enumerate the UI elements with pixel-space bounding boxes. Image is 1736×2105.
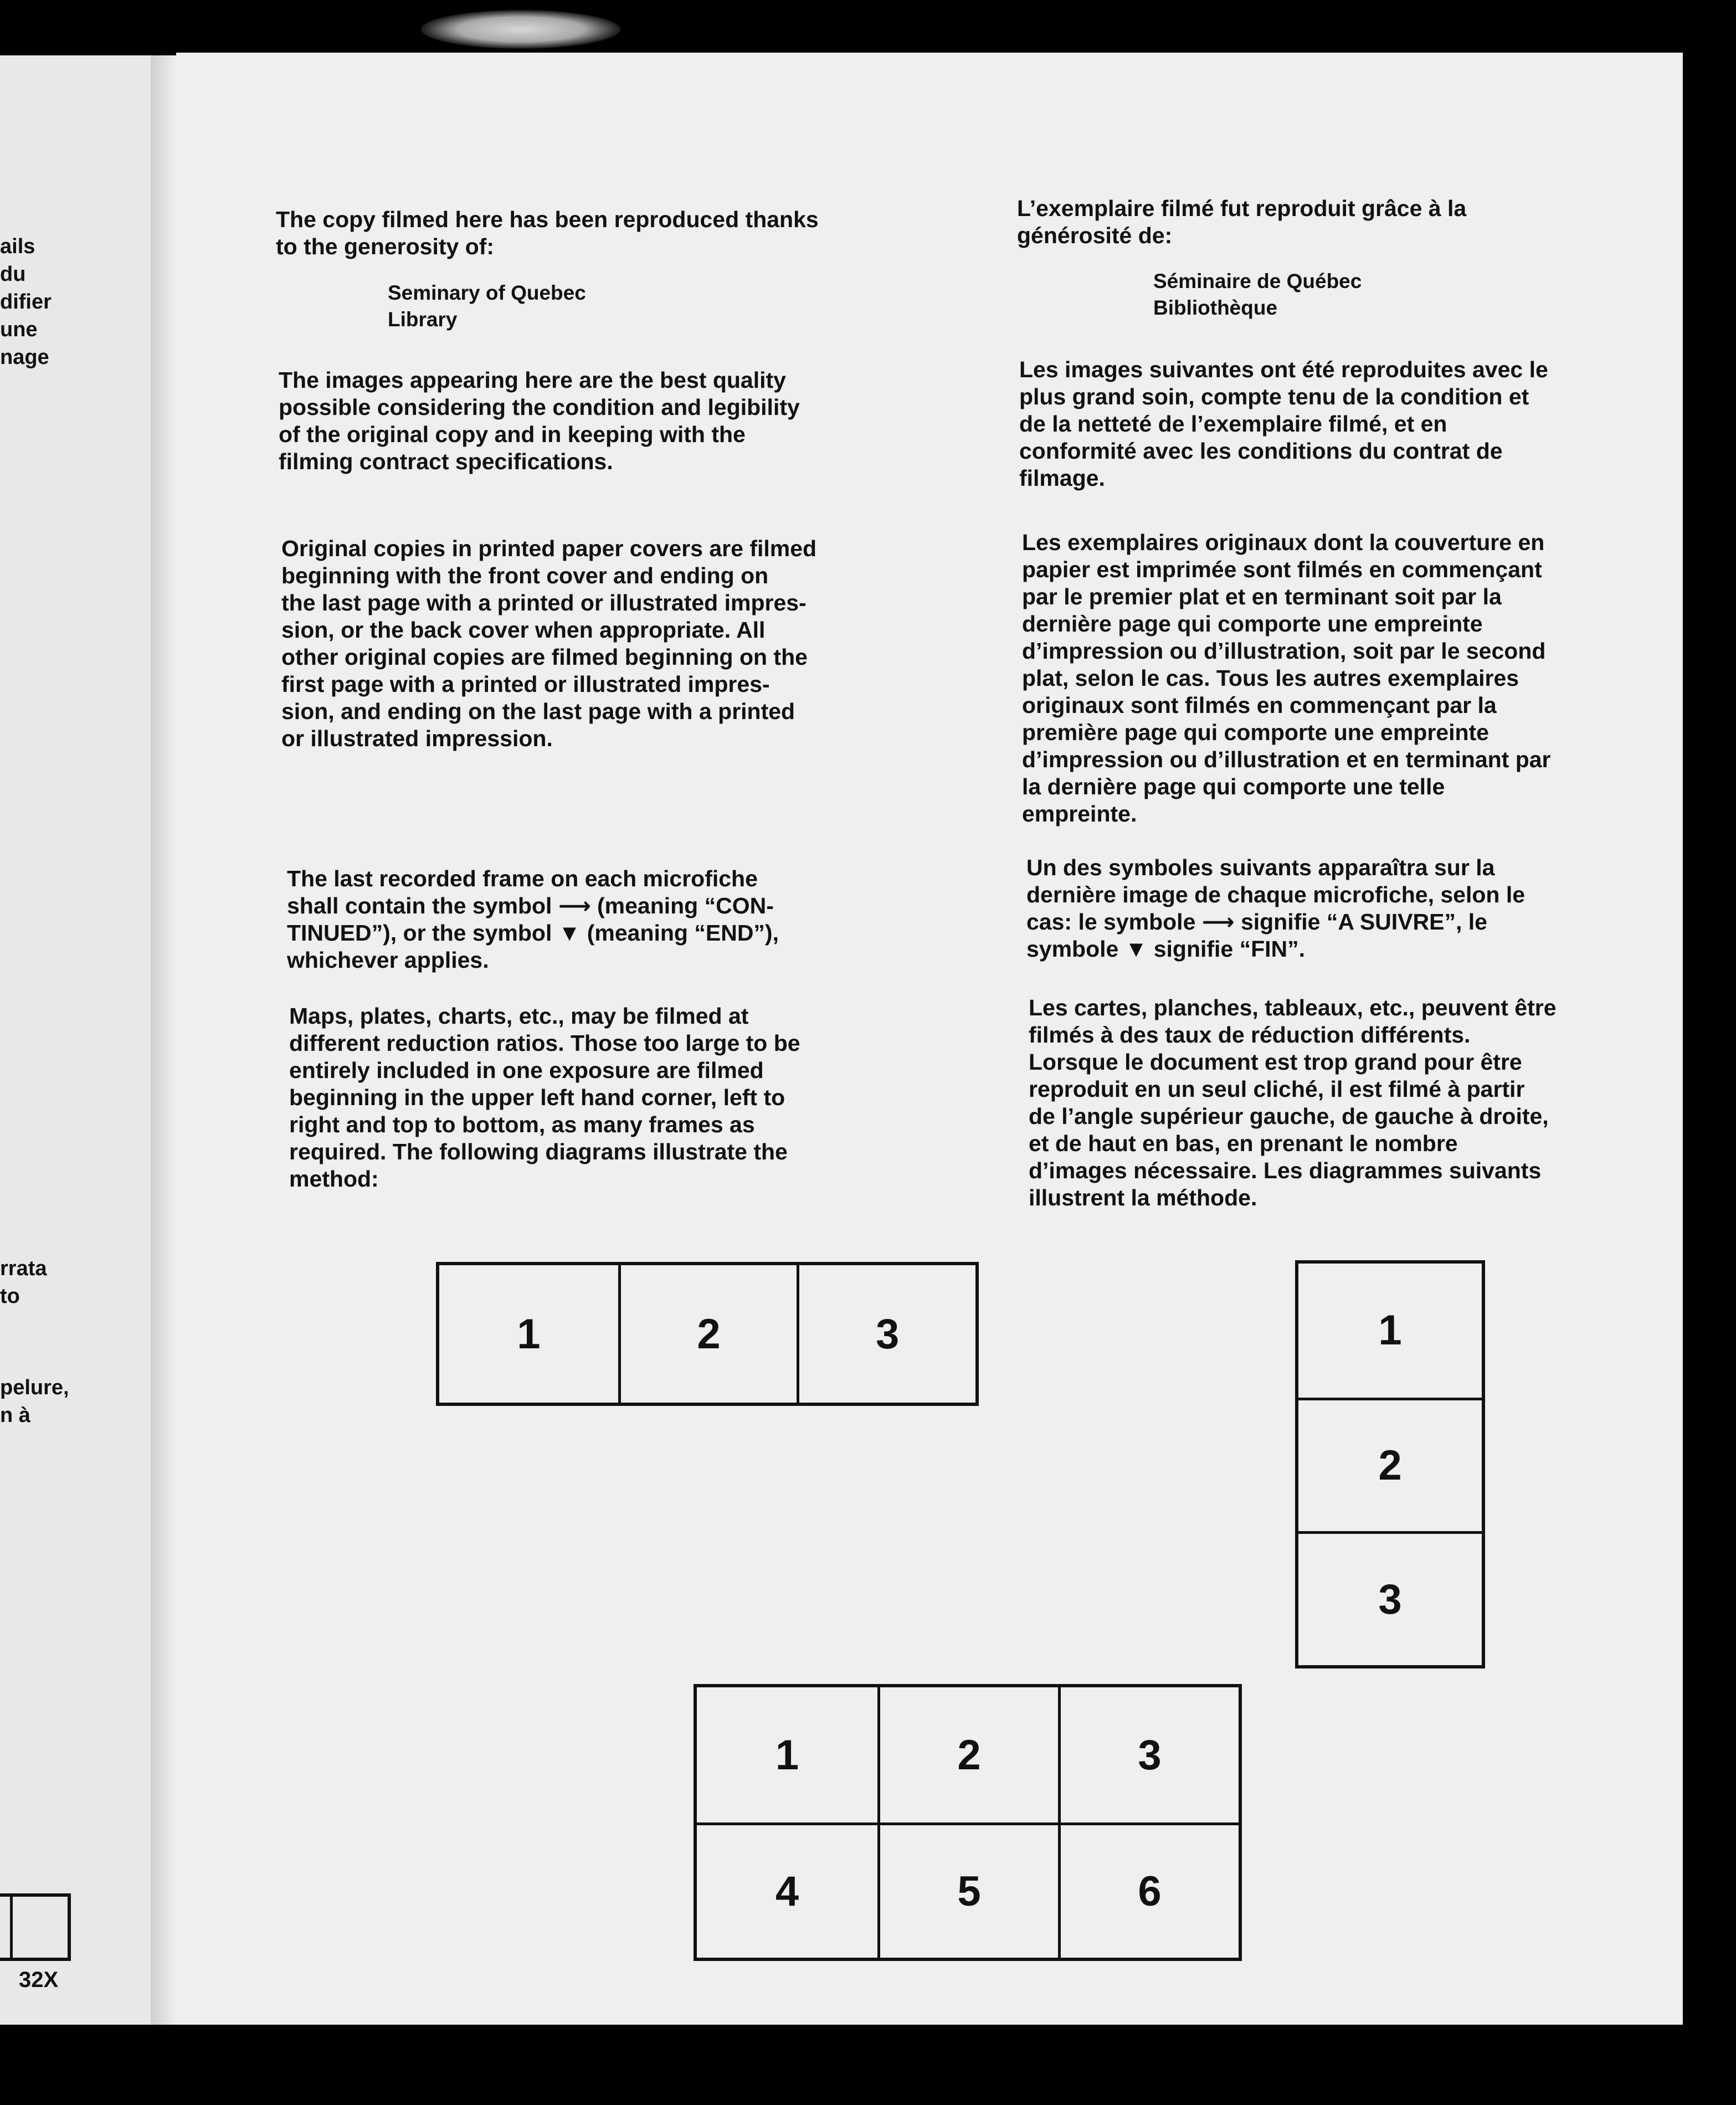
frame-cell: 2	[1298, 1398, 1482, 1532]
film-smudge	[421, 10, 620, 49]
left-fragment: ails	[0, 235, 35, 258]
page-fold	[151, 55, 176, 2025]
english-maps-paragraph: Maps, plates, charts, etc., may be filmed at different reduction ratios. Those too large to be entirely included in one exposure are filmed beginning in the upper left hand corner, left to right and top to bottom, as many frames as required. The following diagrams illustrate the method:	[289, 1003, 800, 1192]
french-originals-paragraph: Les exemplaires originaux dont la couverture en papier est imprimée sont filmés en commençant par le premier plat et en terminant soit par la dernière page qui comporte une empreinte d’impression ou d’illustration, soit par le second plat, selon le cas. Tous les autres exemplaires originaux sont filmés en commençant par la première page qui comporte une empreinte d’impression ou d’illustration et en terminant par la dernière page qui comporte une telle empreinte.	[1022, 530, 1551, 826]
left-fragment: nage	[0, 346, 49, 369]
frame-cell: 5	[877, 1822, 1058, 1958]
scale-label: 32X	[19, 1968, 59, 1992]
english-intro: The copy filmed here has been reproduced thanks to the generosity of:	[276, 207, 819, 259]
frame-cell: 2	[618, 1265, 797, 1403]
left-fragment: rrata	[0, 1257, 47, 1280]
left-fragment: une	[0, 318, 38, 341]
left-fragment: difier	[0, 290, 52, 314]
diagram-grid-of-six	[694, 1684, 1242, 1961]
english-quality-paragraph: The images appearing here are the best quality possible considering the condition and legibility of the original copy and in keeping with the filming contract specifications.	[279, 367, 800, 474]
french-intro: L’exemplaire filmé fut reproduit grâce à la générosité de:	[1017, 196, 1467, 248]
frame-cell: 4	[697, 1822, 877, 1958]
left-fragment: to	[0, 1285, 20, 1308]
frame-cell: 1	[517, 1310, 541, 1358]
french-maps-paragraph: Les cartes, planches, tableaux, etc., peuvent être filmés à des taux de réduction différents. Lorsque le document est trop grand pour être reproduit en un seul cliché, il est filmé à partir de l’angle supérieur gauche, de gauche à droite, et de haut en bas, en prenant le nombre d’images nécessaire. Les diagrammes suivants illustrent la méthode.	[1029, 995, 1557, 1210]
english-originals-paragraph: Original copies in printed paper covers are filmed beginning with the front cover and ending on the last page with a printed or illustrated impres- sion, or the back cover when appropriate. All other original copies are filmed beginning on the first page with a printed or illustrated impres- sion, and ending on the last page with a printed or illustrated impression.	[281, 536, 817, 751]
diagram-column-of-three	[1295, 1260, 1485, 1668]
diagram-row-of-three	[436, 1262, 979, 1406]
french-institution: Séminaire de Québec Bibliothèque	[1153, 270, 1362, 319]
frame-cell: 3	[1058, 1687, 1239, 1822]
frame-cell: 1	[775, 1731, 799, 1779]
english-symbols-paragraph: The last recorded frame on each microfiche shall contain the symbol ⟶ (meaning “CON- TINUED”), or the symbol ▼ (meaning “END”), whichever applies.	[287, 866, 779, 973]
frame-cell: 6	[1058, 1822, 1239, 1958]
french-symbols-paragraph: Un des symboles suivants apparaîtra sur la dernière image de chaque microfiche, selon le cas: le symbole ⟶ signifie “A SUIVRE”, le symbole ▼ signifie “FIN”.	[1026, 855, 1526, 962]
frame-cell: 3	[1298, 1531, 1482, 1665]
frame-cell: 1	[1378, 1307, 1402, 1354]
left-fragment: n à	[0, 1404, 30, 1427]
frame-cell: 2	[877, 1687, 1058, 1822]
french-quality-paragraph: Les images suivantes ont été reproduites avec le plus grand soin, compte tenu de la condition et de la netteté de l’exemplaire filmé, et en conformité avec les conditions du contrat de filmage.	[1019, 357, 1548, 491]
left-fragment: pelure,	[0, 1376, 69, 1399]
left-fragment: du	[0, 263, 26, 286]
english-institution: Seminary of Quebec Library	[388, 281, 586, 331]
resolution-target-box	[0, 1893, 71, 1961]
frame-cell: 3	[797, 1265, 975, 1403]
left-page-edge	[0, 55, 176, 2025]
